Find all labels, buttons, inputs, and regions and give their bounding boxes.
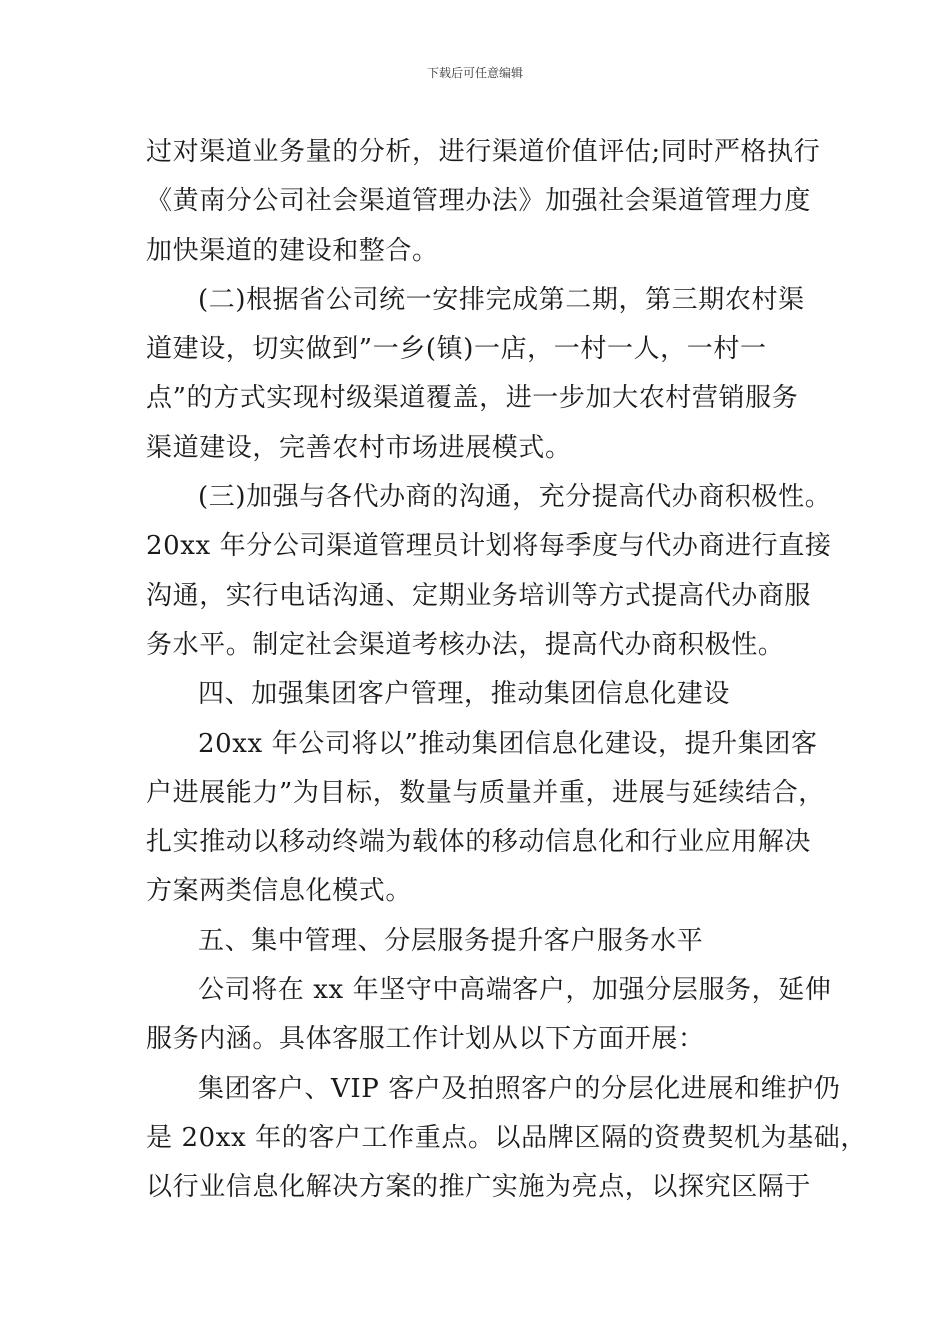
section-heading xyxy=(146,670,836,719)
paragraph xyxy=(146,473,836,670)
text-line: 以行业信息化解决方案的推广实施为亮点，以探究区隔于 xyxy=(146,1172,812,1203)
text-line: 《黄南分公司社会渠道管理办法》加强社会渠道管理力度 xyxy=(146,186,812,217)
text-line: 沟通，实行电话沟通、定期业务培训等方式提高代办商服 xyxy=(146,580,812,611)
text-line: 四、加强集团客户管理，推动集团信息化建设 xyxy=(198,679,731,710)
document-body xyxy=(146,128,867,1213)
text-line: 服务内涵。具体客服工作计划从以下方面开展： xyxy=(146,1024,705,1055)
text-line: 务水平。制定社会渠道考核办法，提高代办商积极性。 xyxy=(146,629,785,660)
text-line: 20xx 年公司将以”推动集团信息化建设，提升集团客 xyxy=(198,728,818,759)
text-line: 加快渠道的建设和整合。 xyxy=(146,235,439,266)
paragraph xyxy=(146,1065,867,1213)
text-line: 渠道建设，完善农村市场进展模式。 xyxy=(146,432,572,463)
text-line: 是 20xx 年的客户工作重点。以品牌区隔的资费契机为基础， xyxy=(146,1122,867,1153)
text-line: 点”的方式实现村级渠道覆盖，进一步加大农村营销服务 xyxy=(146,383,799,414)
text-line: 方案两类信息化模式。 xyxy=(146,876,413,907)
text-line: 五、集中管理、分层服务提升客户服务水平 xyxy=(198,925,704,956)
paragraph xyxy=(146,720,836,917)
text-line: 扎实推动以移动终端为载体的移动信息化和行业应用解决 xyxy=(146,827,812,858)
paragraph xyxy=(146,128,836,276)
text-line: 过对渠道业务量的分析，进行渠道价值评估;同时严格执行 xyxy=(146,137,821,167)
text-line: 公司将在 xx 年坚守中高端客户，加强分层服务，延伸 xyxy=(198,975,832,1006)
paragraph xyxy=(146,276,836,473)
text-line: 集团客户、VIP 客户及拍照客户的分层化进展和维护仍 xyxy=(198,1073,841,1104)
text-line: (二)根据省公司统一安排完成第二期，第三期农村渠 xyxy=(198,284,805,315)
section-heading xyxy=(146,917,836,966)
text-line: 道建设，切实做到”一乡(镇)一店，一村一人，一村一 xyxy=(146,334,767,365)
paragraph xyxy=(146,966,836,1065)
text-line: 20xx 年分公司渠道管理员计划将每季度与代办商进行直接 xyxy=(146,531,832,562)
text-line: 户进展能力”为目标，数量与质量并重，进展与延续结合， xyxy=(146,777,825,808)
page-header: 下载后可任意编辑 xyxy=(426,66,523,80)
text-line: (三)加强与各代办商的沟通，充分提高代办商积极性。 xyxy=(198,482,832,513)
